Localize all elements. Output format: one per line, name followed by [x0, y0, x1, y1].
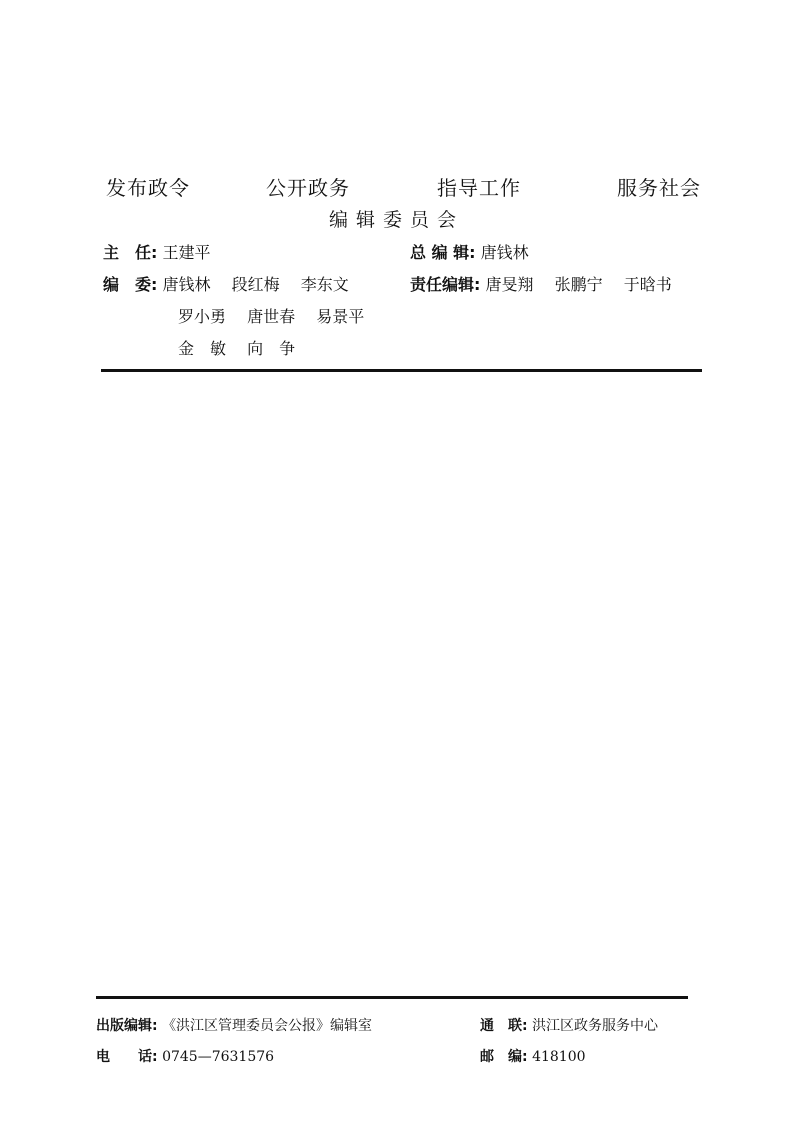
member-name: 易景平 [316, 307, 365, 326]
editorial-board-title: 编辑委员会 [328, 209, 464, 231]
chief-editor-label: 总 编 辑: [410, 243, 476, 262]
members-row-3 [178, 336, 311, 359]
footer-divider-rule [96, 996, 688, 999]
publisher-label: 出版编辑: [96, 1018, 158, 1034]
members-row-2 [178, 304, 380, 327]
member-name: 罗小勇 [178, 307, 227, 326]
motto-item: 服务社会 [617, 176, 701, 200]
motto-item: 公开政务 [266, 176, 350, 200]
publisher-value: 《洪江区管理委员会公报》编辑室 [162, 1018, 373, 1034]
contact-row [480, 1015, 658, 1035]
member-name: 段红梅 [231, 275, 280, 294]
publisher-row [96, 1015, 372, 1035]
responsible-editors-row [410, 272, 688, 295]
responsible-editor-name: 张鹏宁 [554, 275, 603, 294]
postcode-row [480, 1046, 586, 1066]
members-label: 编 委: [103, 275, 158, 294]
chief-editor-row [410, 240, 529, 263]
members-row [103, 272, 365, 295]
phone-label: 电 话: [96, 1049, 158, 1065]
motto-item: 发布政令 [106, 176, 190, 200]
divider-rule [101, 369, 702, 372]
motto-item: 指导工作 [437, 176, 521, 200]
member-name: 唐钱林 [162, 275, 211, 294]
phone-row [96, 1046, 274, 1066]
responsible-editor-name: 唐旻翔 [485, 275, 534, 294]
chief-editor-name: 唐钱林 [480, 243, 529, 262]
phone-value: 0745—7631576 [162, 1049, 275, 1065]
director-name: 王建平 [162, 243, 211, 262]
responsible-editors-label: 责任编辑: [410, 275, 481, 294]
director-label: 主 任: [103, 243, 158, 262]
member-name: 唐世春 [247, 307, 296, 326]
member-name: 向 争 [247, 339, 296, 358]
contact-value: 洪江区政务服务中心 [532, 1018, 659, 1034]
responsible-editor-name: 于晗书 [623, 275, 672, 294]
contact-label: 通 联: [480, 1018, 528, 1034]
postcode-value: 418100 [532, 1049, 586, 1065]
director-row [103, 240, 211, 263]
postcode-label: 邮 编: [480, 1049, 528, 1065]
member-name: 金 敏 [178, 339, 227, 358]
member-name: 李东文 [300, 275, 349, 294]
